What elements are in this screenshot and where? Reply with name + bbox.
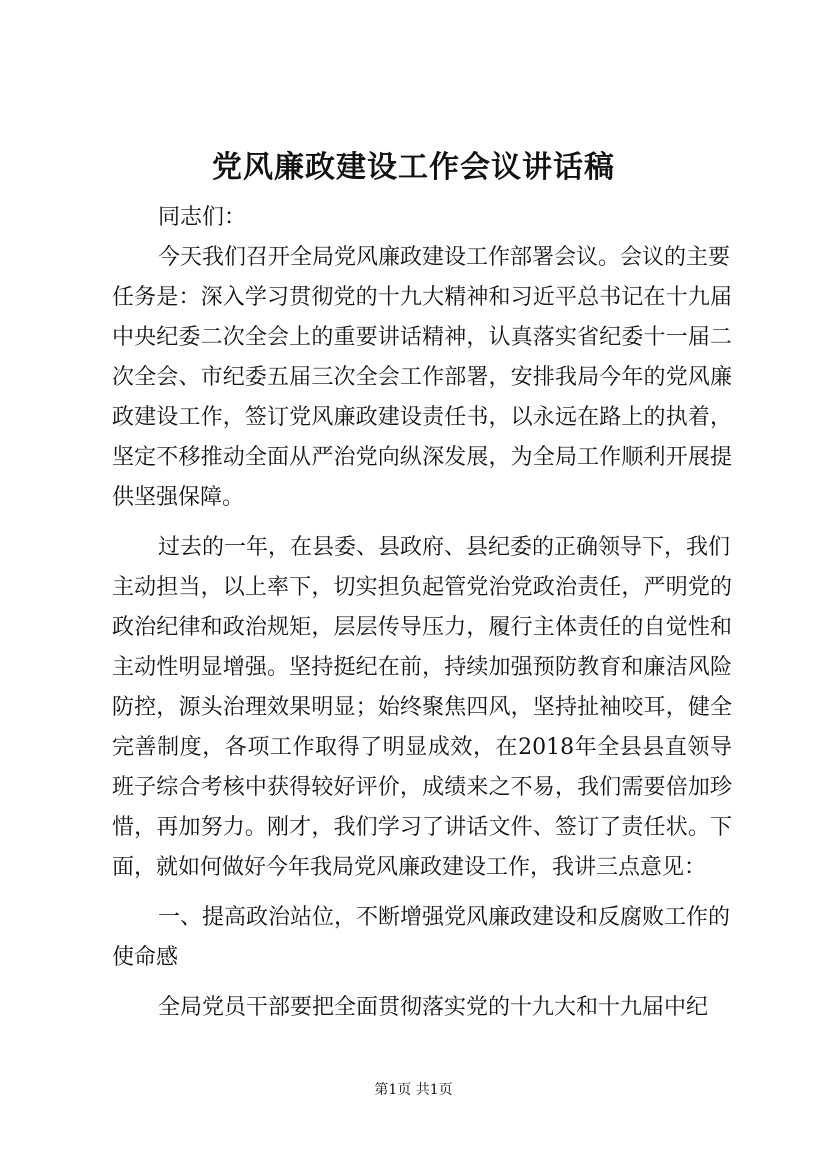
paragraph-line: 中央纪委二次全会上的重要讲话精神，认真落实省纪委十一届二 — [112, 325, 732, 350]
page-number: 第1页 共1页 — [374, 1082, 453, 1098]
paragraph-line: 政治纪律和政治规矩，层层传导压力，履行主体责任的自觉性和 — [112, 615, 732, 640]
section-heading-line: 一、提高政治站位，不断增强党风廉政建设和反腐败工作的 — [158, 905, 731, 930]
section-heading-line: 使命感 — [112, 945, 179, 970]
paragraph-line: 主动性明显增强。坚持挺纪在前，持续加强预防教育和廉洁风险 — [112, 655, 732, 680]
paragraph-line: 任务是：深入学习贯彻党的十九大精神和习近平总书记在十九届 — [112, 285, 732, 310]
salutation: 同志们： — [158, 205, 247, 230]
paragraph-line: 政建设工作，签订党风廉政建设责任书，以永远在路上的执着， — [112, 405, 732, 430]
paragraph-line: 班子综合考核中获得较好评价，成绩来之不易，我们需要倍加珍 — [112, 775, 732, 800]
paragraph-line: 面，就如何做好今年我局党风廉政建设工作，我讲三点意见： — [112, 855, 707, 880]
paragraph-line: 坚定不移推动全面从严治党向纵深发展，为全局工作顺利开展提 — [112, 445, 732, 470]
paragraph-line: 今天我们召开全局党风廉政建设工作部署会议。会议的主要 — [158, 245, 731, 270]
paragraph-line: 惜，再加努力。刚才，我们学习了讲话文件、签订了责任状。下 — [112, 815, 732, 840]
paragraph-line: 过去的一年，在县委、县政府、县纪委的正确领导下，我们 — [158, 535, 731, 560]
paragraph-line: 供坚强保障。 — [112, 485, 245, 510]
paragraph-line: 全局党员干部要把全面贯彻落实党的十九大和十九届中纪 — [158, 995, 709, 1020]
document-title: 党风廉政建设工作会议讲话稿 — [212, 150, 615, 185]
paragraph-line: 主动担当，以上率下，切实担负起管党治党政治责任，严明党的 — [112, 575, 732, 600]
paragraph-line: 次全会、市纪委五届三次全会工作部署，安排我局今年的党风廉 — [112, 365, 732, 390]
paragraph-line: 完善制度，各项工作取得了明显成效，在2018年全县县直领导 — [112, 735, 732, 760]
paragraph-line: 防控，源头治理效果明显；始终聚焦四风，坚持扯袖咬耳，健全 — [112, 695, 732, 720]
